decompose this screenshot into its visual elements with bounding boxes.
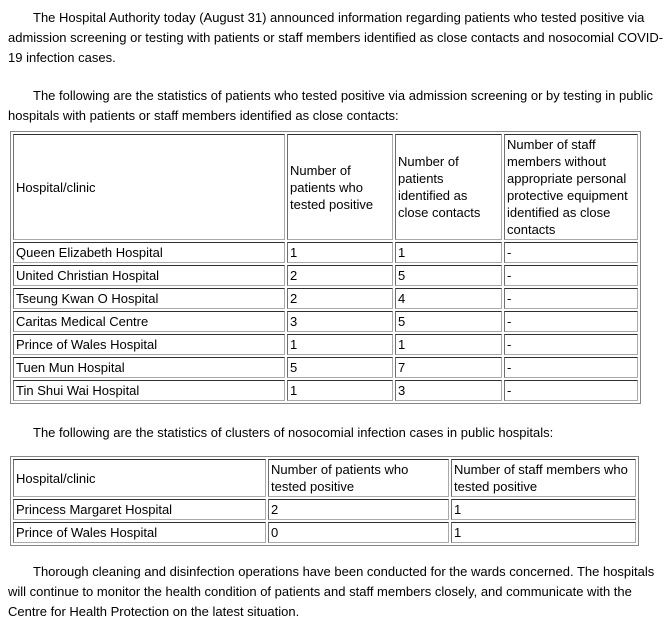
header-staff-without-ppe: Number of staff members without appropriate personal protective equipment identified as close contacts [504,134,638,240]
table-row [13,311,638,332]
cell-patients-positive: 3 [287,311,393,332]
header-staff-tested-positive: Number of staff members who tested positive [451,459,636,497]
cell-patients-positive: 2 [287,288,393,309]
cell-staff-positive: 1 [451,499,636,520]
table-row [13,265,638,286]
cell-staff-contacts: - [504,380,638,401]
press-release-document [8,8,664,622]
table-row [13,334,638,355]
cell-patients-positive: 2 [287,265,393,286]
cell-patients-contacts: 4 [395,288,502,309]
cell-staff-contacts: - [504,311,638,332]
header-patients-tested-positive: Number of patients who tested positive [268,459,449,497]
cell-hospital-name: Tuen Mun Hospital [13,357,285,378]
intro-paragraph: The Hospital Authority today (August 31) announced information regarding patients who tested positive via admission screening or testing with patients or staff members identified as close contacts and nosocomial COVID-19 infection cases. [8,10,664,65]
cell-patients-positive: 0 [268,522,449,543]
admission-screening-table-intro: The following are the statistics of patients who tested positive via admission screening or by testing in public hospitals with patients or staff members identified as close contacts: [8,88,653,123]
cell-patients-positive: 1 [287,380,393,401]
cell-hospital-name: Princess Margaret Hospital [13,499,266,520]
table-row [13,499,636,520]
cell-patients-positive: 1 [287,334,393,355]
header-patients-tested-positive: Number of patients who tested positive [287,134,393,240]
table-header-row [13,134,638,240]
cell-patients-contacts: 3 [395,380,502,401]
table-row [13,522,636,543]
cell-patients-contacts: 5 [395,311,502,332]
admission-screening-table [10,131,641,404]
cell-staff-contacts: - [504,357,638,378]
cell-patients-contacts: 1 [395,242,502,263]
cell-hospital-name: Queen Elizabeth Hospital [13,242,285,263]
cell-staff-contacts: - [504,288,638,309]
header-hospital-clinic: Hospital/clinic [13,459,266,497]
cell-patients-positive: 5 [287,357,393,378]
closing-paragraph: Thorough cleaning and disinfection operations have been conducted for the wards concerned. The hospitals will continue to monitor the health condition of patients and staff members closely, and communicate with the Centre for Health Protection on the latest situation. [8,564,655,619]
cell-patients-contacts: 7 [395,357,502,378]
cell-patients-contacts: 1 [395,334,502,355]
header-patients-close-contacts: Number of patients identified as close contacts [395,134,502,240]
table-row [13,242,638,263]
nosocomial-table-intro: The following are the statistics of clusters of nosocomial infection cases in public hospitals: [33,425,554,440]
table-row [13,288,638,309]
cell-hospital-name: Caritas Medical Centre [13,311,285,332]
cell-hospital-name: Tin Shui Wai Hospital [13,380,285,401]
cell-patients-contacts: 5 [395,265,502,286]
nosocomial-clusters-table [10,456,639,546]
cell-hospital-name: United Christian Hospital [13,265,285,286]
cell-staff-contacts: - [504,265,638,286]
cell-patients-positive: 1 [287,242,393,263]
cell-hospital-name: Prince of Wales Hospital [13,522,266,543]
table-header-row [13,459,636,497]
cell-staff-positive: 1 [451,522,636,543]
cell-staff-contacts: - [504,242,638,263]
cell-hospital-name: Tseung Kwan O Hospital [13,288,285,309]
table-row [13,357,638,378]
header-hospital-clinic: Hospital/clinic [13,134,285,240]
cell-staff-contacts: - [504,334,638,355]
table-row [13,380,638,401]
cell-patients-positive: 2 [268,499,449,520]
cell-hospital-name: Prince of Wales Hospital [13,334,285,355]
